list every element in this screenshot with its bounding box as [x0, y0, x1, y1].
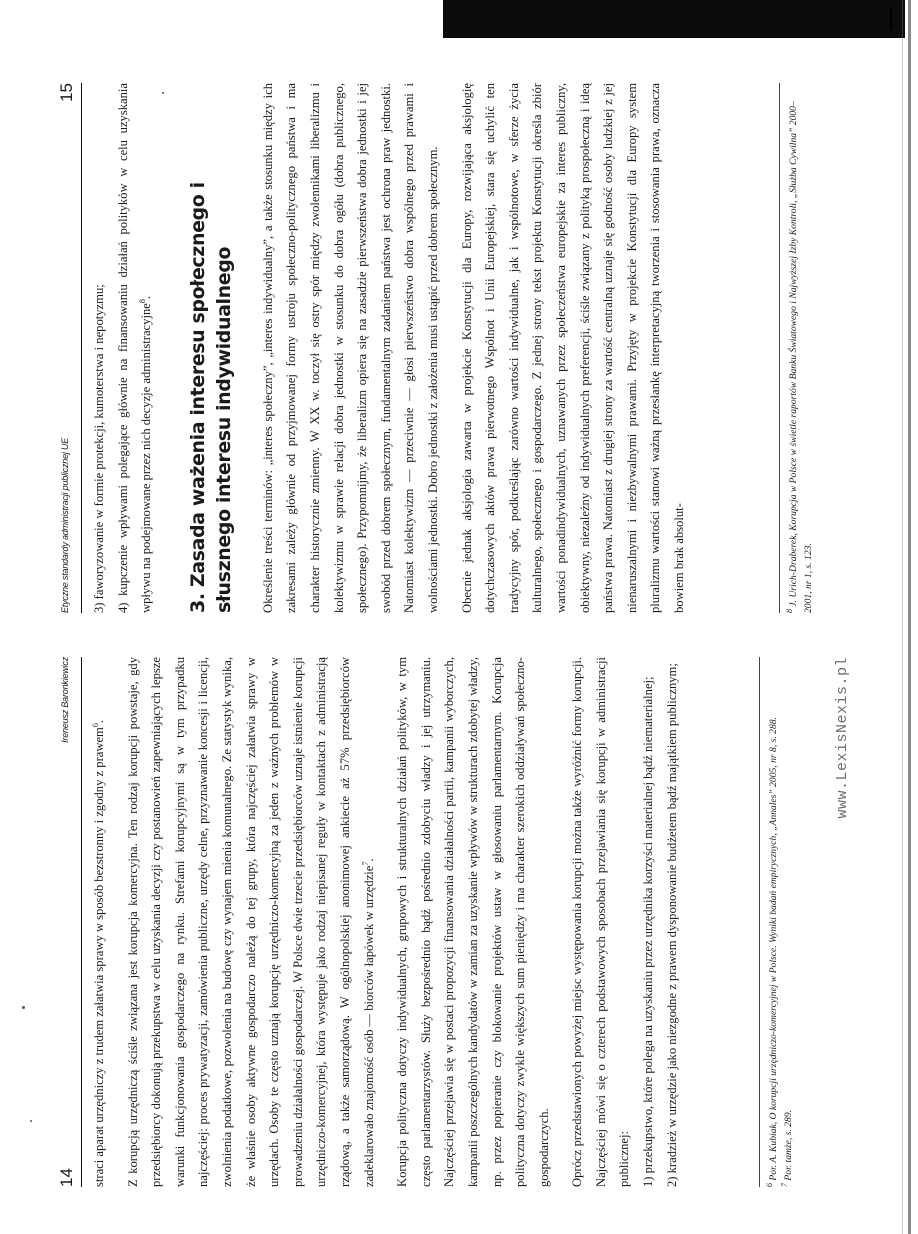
list-item: 4) kupczenie wpływami polegające głównie na finansowaniu działań polityków w celu uzyskania wpływu na podejmowane przez nich decyzje administracyjne$^8$.	[115, 83, 154, 613]
running-head-author: Ireneusz Baronkiewicz	[60, 657, 71, 743]
running-head	[59, 83, 82, 613]
section-heading: 3. Zasada ważenia interesu społecznego i słusznego interesu indywidualnego	[186, 182, 235, 613]
corruption-forms-list-continued	[88, 83, 159, 613]
footnote-ref: 6	[90, 723, 100, 728]
footnotes	[779, 83, 816, 613]
book-spread	[59, 67, 859, 1187]
corruption-forms-list	[637, 657, 684, 1187]
footnote-text: Por. tamże, s. 289.	[783, 1109, 794, 1181]
paragraph: Obecnie jednak aksjologia zawarta w projekcie Konstytucji dla Europy, rozwijająca aksjologię dotychczasowych aktów prawa pierwotnego Wspólnot i Unii Europejskiej, stara się uchylić ten tradycyjny spór, podkreślając zarówno wartości indywidualne, jak i wspólnotowe, w sferze życia kulturalnego, społecznego i gospodarczego. Z jednej strony tekst projektu Konstytucji określa zbiór wartości ponadindywidualnych, uznawanych przez społeczeństwa europejskie za interes publiczny, obiektywny, niezależny od indywidualnych preferencji, ściśle związany z polityką prospołeczną i ideą państwa prawa. Natomiast z drugiej strony za wartość centralną uznaje się godność osoby ludzkiej z jej nienaruszalnymi i niezbywalnymi prawami. Przyjęty w projekcie Konstytucji dla Europy system pluralizmu wartości stanowi ważną przesłankę interpretacyjną tworzenia i stosowania prawa, oznacza bowiem brak absolut-	[459, 83, 686, 613]
footnote-mark: 8	[784, 609, 794, 613]
paragraph: Oprócz przedstawionych powyżej miejsc występowania korupcji można także wyróżnić formy korupcji. Najczęściej mówi się o czterech podstawowych sposobach przejawiania się korupcji w administracji publicznej:	[570, 657, 632, 1187]
footnotes	[759, 657, 796, 1187]
footnote-mark: 6	[764, 1183, 774, 1187]
scanner-edge-line	[902, 0, 903, 1234]
left-page	[59, 657, 859, 1187]
list-item: 1) przekupstwo, które polega na uzyskaniu przez urzędnika korzyści materialnej bądź niematerialnej;	[641, 676, 656, 1187]
scanner-black-bar	[443, 0, 905, 38]
list-item: 2) kradzież w urzędzie jako niezgodne z prawem dysponowanie budżetem bądź majątkiem publicznym;	[664, 663, 679, 1187]
footnote-mark: 7	[779, 1183, 789, 1187]
footnote-text: J. Urich-Draberek, Korupcja w Polsce w świetle raportów Banku Światowego i Najwyższej Izby Kontroli, „Służba Cywilna” 2000–2001, nr 1, s. 123.	[788, 101, 814, 613]
footnote	[766, 657, 781, 1187]
running-head-title: Etyczne standardy administracji publicznej UE	[60, 437, 71, 613]
running-head	[59, 657, 82, 1187]
paragraph: Korupcja polityczna dotyczy indywidualnych, grupowych i strukturalnych działań polityków, w tym często parlamentarzystów. Służy bezpośrednio bądź pośrednio zdobyciu władzy i jej utrzymaniu. Najczęściej przejawia się w postaci propozycji finansowania działalności partii, kampanii wyborczych, kampanii poszczególnych kandydatów w zamian za uzyskanie wpływów w strukturach zdobytej władzy, np. przez popieranie czy blokowanie projektów ustaw w głosowaniu parlamentarnym. Korupcja polityczna dotyczy zwykle większych sum pieniędzy i ma charakter szerokich oddziaływań społeczno-gospodarczych.	[395, 657, 551, 1187]
list-item: 3) faworyzowanie w formie protekcji, kumoterstwa i nepotyzmu;	[92, 284, 106, 613]
paragraph: Z korupcją urzędniczą ściśle związana jest korupcja komercyjna. Ten rodzaj korupcji powstaje, gdy przedsiębiorcy dokonują przekupstwa w celu uzyskania decyzji czy postanowień zapewniających lepsze warunki funkcjonowania gospodarczego na rynku. Strefami korupcyjnymi są w tym przypadku najczęściej: proces prywatyzacji, zamówienia publiczne, urzędy celne, przyznawanie koncesji i licencji, zwolnienia podatkowe, pozwolenia na budowę czy wynajem mienia komunalnego. Ze statystyk wynika, że właśnie osoby aktywne gospodarczo należą do tej grupy, która najczęściej załatwia sprawy w urzędach. Osoby te często uznają korupcję urzędniczo-komercyjną za jeden z ważnych problemów w prowadzeniu działalności gospodarczej. W Polsce dwie trzecie przedsiębiorców uznaje istnienie korupcji urzędniczo-komercyjnej, która występuje jako rodzaj niepisanej reguły w kontaktach z administracją rządową, a także samorządową. W ogólnopolskiej anonimowej ankiecie aż 57% przedsiębiorców zadeklarowało znajomość osób — biorców łapówek w urzędzie$^7$.	[125, 657, 376, 1187]
page-number: 14	[57, 1168, 77, 1187]
scan-speck	[22, 1006, 25, 1009]
paragraph: Określenie treści terminów: „interes społeczny”, „interes indywidualny”, a także stosunku między ich zakresami zależy głównie od przyjmowanej formy ustroju społeczno-politycznego państwa i ma charakter historycznie zmienny. W XX w. toczył się ostry spór między zwolennikami liberalizmu i kolektywizmu w sprawie relacji dobra jednostki w stosunku do dobra ogółu (dobra publicznego, społecznego). Przypomnijmy, że liberalizm opiera się na zasadzie pierwszeństwa dobra jednostki i jej swobód przed dobrem społecznym, fundamentalnym zadaniem państwa jest ochrona praw jednostki. Natomiast kolektywizm — przeciwnie — głosi pierwszeństwo dobra wspólnego przed prawami i wolnościami jednostki. Dobro jednostki z założenia musi ustąpić przed dobrem społecznym.	[260, 83, 440, 613]
footnote	[786, 83, 816, 613]
footnote-text: Por. A. Kubiak, O korupcji urzędniczo-komercyjnej w Polsce. Wyniki badań empirycznych, „Annales” 2005, nr 8, s. 288.	[768, 717, 779, 1181]
scan-speck	[30, 1120, 32, 1122]
paragraph-text: Z korupcją urzędniczą ściśle związana jest korupcja komercyjna. Ten rodzaj korupcji powstaje, gdy przedsiębiorcy dokonują przekupstwa w celu uzyskania decyzji czy postanowień zapewniających lepsze warunki funkcjonowania gospodarczego na rynku. Strefami korupcyjnymi są w tym przypadku najczęściej: proces prywatyzacji, zamówienia publiczne, urzędy celne, przyznawanie koncesji i licencji, zwolnienia podatkowe, pozwolenia na budowę czy wynajem mienia komunalnego. Ze statystyk wynika, że właśnie osoby aktywne gospodarczo należą do tej grupy, która najczęściej załatwia sprawy w urzędach. Osoby te często uznają korupcję urzędniczo-komercyjną za jeden z ważnych problemów w prowadzeniu działalności gospodarczej. W Polsce dwie trzecie przedsiębiorców uznaje istnienie korupcji urzędniczo-komercyjnej, która występuje jako rodzaj niepisanej reguły w kontaktach z administracją rządową, a także samorządową. W ogólnopolskiej anonimowej ankiecie aż 57% przedsiębiorców zadeklarowało znajomość osób — biorców łapówek w urzędzie	[125, 657, 376, 1187]
scanner-edge-shadow	[908, 0, 911, 1234]
footnote-ref: 7	[360, 861, 370, 866]
watermark: www.LexisNexis.pl	[834, 657, 851, 819]
page-number: 15	[57, 83, 77, 102]
list-item-text: 4) kupczenie wpływami polegające głównie na finansowaniu działań polityków w celu uzyskania wpływu na podejmowane przez nich decyzje administracyjne	[115, 83, 154, 613]
intro-paragraph: straci aparat urzędniczy z trudem załatwia sprawy w sposób bezstronny i zgodny z prawem$^6$.	[90, 719, 106, 1187]
footnote	[781, 657, 796, 1187]
right-page	[59, 83, 859, 613]
footnote-ref: 8	[138, 299, 147, 304]
scanner-tick-mark	[890, 8, 892, 30]
intro-text: straci aparat urzędniczy z trudem załatwia sprawy w sposób bezstronny i zgodny z prawem	[92, 727, 106, 1187]
